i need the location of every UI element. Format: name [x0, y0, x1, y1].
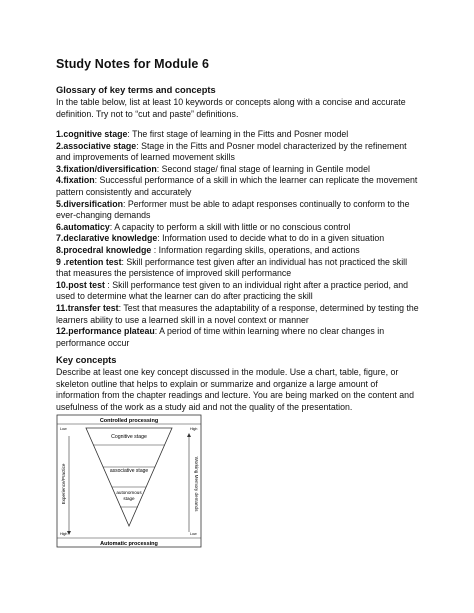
glossary-definition: Skill performance test given to an individual right after a practice period, and used to determine what the learner can do after practicing the skill	[56, 279, 409, 302]
glossary-separator: :	[157, 233, 163, 244]
glossary-entry	[56, 280, 421, 303]
glossary-definition: Test that measures the adaptability of a response, determined by testing the learners ability to use a learned skill in a novel context or manner	[56, 302, 419, 325]
glossary-term: 8.procedral knowledge	[56, 244, 152, 255]
autonomous-stage-label: autonomous	[116, 490, 142, 495]
glossary-entry	[56, 326, 421, 349]
glossary-definition: Skill performance test given after an individual has not practiced the skill that measures the persistence of improved skill performance	[56, 256, 408, 279]
glossary-term: 9 .retention test	[56, 256, 122, 267]
left-bottom-high: High	[60, 532, 68, 536]
glossary-separator: :	[94, 175, 100, 186]
automatic-processing-label: Automatic processing	[100, 541, 158, 547]
experience-practice-label: Experience/Practice	[61, 463, 66, 505]
glossary-separator: :	[104, 279, 113, 290]
page-title: Study Notes for Module 6	[56, 57, 210, 71]
glossary-term: 11.transfer test	[56, 302, 119, 313]
associative-stage-label: associative stage	[109, 468, 149, 474]
glossary-definition: Information regarding skills, operations, and actions	[158, 244, 360, 255]
left-top-low: Low	[60, 427, 67, 431]
glossary-term: 2.associative stage	[56, 140, 137, 151]
working-memory-label: Working Memory demands	[194, 456, 199, 512]
glossary-separator: :	[151, 244, 159, 255]
glossary-definition: Performer must be able to adapt responses continually to conform to the ever-changing demands	[56, 198, 410, 221]
glossary-entry	[56, 175, 421, 198]
glossary-entry	[56, 257, 421, 280]
autonomous-stage-label-2: stage	[123, 496, 135, 501]
key-concepts-heading: Key concepts	[56, 355, 117, 365]
glossary-definition: Successful performance of a skill in which the learner can replicate the movement pattern consistently and accurately	[56, 175, 418, 197]
glossary-term: 4.fixation	[56, 175, 95, 186]
glossary-term: 7.declarative knowledge	[56, 233, 158, 244]
glossary-entry	[56, 164, 421, 176]
glossary-definition: A capacity to perform a skill with little or no conscious control	[114, 221, 351, 232]
glossary-entry	[56, 245, 421, 257]
glossary-term: 3.fixation/diversification	[56, 163, 157, 174]
glossary-definition: The first stage of learning in the Fitts and Posner model	[132, 129, 349, 139]
glossary-entry	[56, 141, 421, 164]
glossary-separator: :	[156, 163, 162, 174]
cognitive-stage-label: Cognitive stage	[111, 434, 147, 440]
glossary-separator: :	[118, 302, 124, 313]
right-bottom-low: Low	[190, 532, 197, 536]
glossary-entry	[56, 222, 421, 234]
controlled-processing-label: Controlled processing	[99, 418, 159, 424]
glossary-term: 12.performance plateau	[56, 326, 155, 337]
glossary-definition: Second stage/ final stage of learning in Gentile model	[161, 163, 370, 174]
right-top-high: High	[190, 427, 198, 431]
glossary-separator: :	[136, 140, 142, 151]
glossary-list	[56, 129, 421, 349]
glossary-entry	[56, 199, 421, 222]
stages-triangle	[86, 428, 172, 526]
glossary-term: 5.diversification	[56, 198, 123, 209]
glossary-intro: In the table below, list at least 10 keywords or concepts along with a concise and accurate definition. Try not to “cut and paste” definitions.	[56, 97, 406, 119]
glossary-heading: Glossary of key terms and concepts	[56, 85, 216, 95]
glossary-term: 6.automaticy	[56, 221, 110, 232]
glossary-separator: :	[127, 129, 133, 139]
glossary-definition: Stage in the Fitts and Posner model characterized by the refinement and improvements of learned movement skills	[56, 140, 407, 163]
glossary-term: 1.cognitive stage	[56, 129, 128, 139]
glossary-entry	[56, 129, 421, 141]
glossary-separator: :	[109, 221, 115, 232]
glossary-definition: A period of time within learning where no clear changes in performance occur	[56, 326, 385, 348]
glossary-term: 10.post test	[56, 279, 105, 290]
learning-stages-diagram	[56, 414, 202, 548]
glossary-separator: :	[122, 198, 128, 209]
glossary-definition: Information used to decide what to do in a given situation	[162, 233, 385, 244]
glossary-separator: :	[154, 326, 160, 337]
key-concepts-text: Describe at least one key concept discussed in the module. Use a chart, table, figure, or skeleton outline that helps to explain or summarize and organize a large amount of information from the chapter readings and lecture. You are being marked on the content and usefulness of the work as a study aid and not the quality of the presentation.	[56, 367, 414, 412]
glossary-separator: :	[121, 256, 127, 267]
glossary-entry	[56, 233, 421, 245]
glossary-entry	[56, 303, 421, 326]
